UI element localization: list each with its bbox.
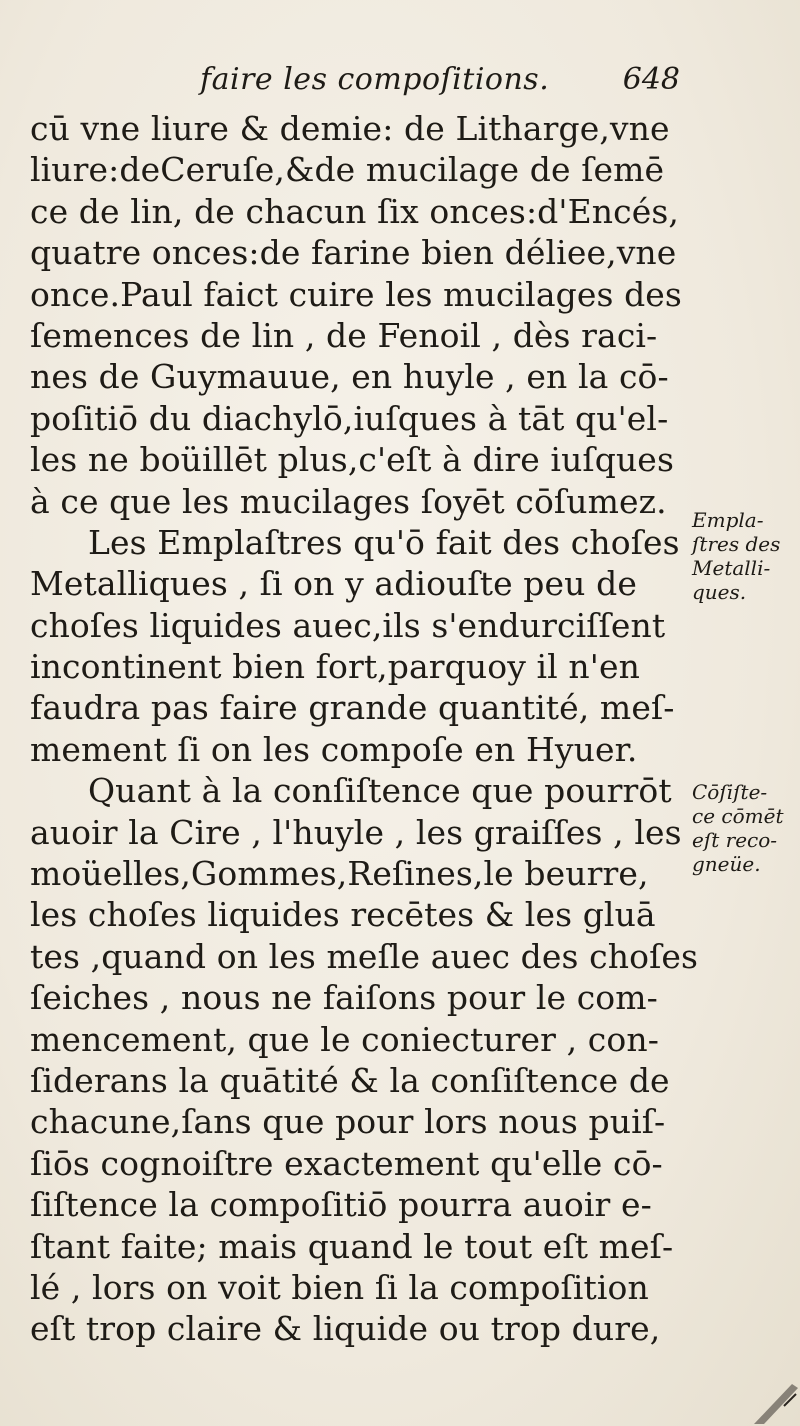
text-line: ſiōs cognoiſtre exactement qu'elle cō- [30,1143,663,1183]
page-header [200,62,680,112]
margin-note-line: eſt reco- [692,828,778,852]
body-text [30,108,699,1350]
text-line: ſiderans la quātité & la conſiſtence de [30,1060,670,1100]
text-line: choſes liquides auec,ils s'endurciſſent [30,605,666,645]
paragraph-start-line: Les Emplaſtres qu'ō fait des choſes [88,522,680,562]
text-line: ſeiches , nous ne faiſons pour le com- [30,978,658,1018]
text-line: ce de lin, de chacun ſix onces:d'Encés, [30,191,679,231]
text-line: Metalliques , ſi on y adiouſte peu de [30,564,637,604]
text-line: mencement, que le coniecturer , con- [30,1019,659,1059]
text-line: tes ,quand on les meſle auec des choſes [30,936,699,976]
text-line: ſemences de lin , de Fenoil , dès raci- [30,315,658,355]
margin-note-line: Metalli- [692,556,771,580]
text-line: faudra pas faire grande quantité, meſ- [30,688,675,728]
text-line: ſiſtence la compoſitiō pourra auoir e- [30,1185,652,1225]
text-line: à ce que les mucilages ſoyēt cōſumez. [30,481,667,521]
text-line: les choſes liquides recētes & les gluā [30,895,656,935]
text-line: ſtant faite; mais quand le tout eſt meſ- [30,1226,674,1266]
text-line: nes de Guymauue, en huyle , en la cō- [30,357,669,397]
text-line: incontinent bien fort,parquoy il n'en [30,647,640,687]
margin-note-line: Cōſiſte- [692,780,768,804]
text-line: eſt trop claire & liquide ou trop dure, [30,1309,661,1349]
text-line: mement ſi on les compoſe en Hyuer. [30,729,638,769]
text-line: once.Paul faict cuire les mucilages des [30,274,682,314]
running-head: faire les compoſitions. [200,62,550,97]
text-line: liure:deCeruſe,&de mucilage de ſemē [30,150,665,190]
text-line: quatre onces:de farine bien déliee,vne [30,233,677,273]
text-line: lé , lors on voit bien ſi la compoſition [30,1267,649,1307]
margin-note-emplastres [692,508,780,604]
text-line: chacune,ſans que pour lors nous puiſ- [30,1102,666,1142]
margin-note-line: ſtres des [692,532,781,556]
text-line: moüelles,Gommes,Reſines,le beurre, [30,854,649,894]
margin-note-line: Empla- [692,508,764,532]
paragraph-start-line: Quant à la conſiſtence que pourrōt [88,771,672,811]
margin-note-line: ques. [692,580,747,604]
margin-note-consistence [692,780,783,876]
page-number: 648 [622,62,680,97]
margin-note-line: gneüe. [692,852,761,876]
text-line: les ne boüillēt plus,c'eſt à dire iuſques [30,440,674,480]
text-line: cū vne liure & demie: de Litharge,vne [30,109,670,148]
margin-note-line: ce cōmēt [692,804,784,828]
text-line: poſitiō du diachylō,iuſques à tāt qu'el- [30,398,669,438]
page-corner-mark [740,1366,800,1426]
text-line: auoir la Cire , l'huyle , les graiſſes , les [30,812,682,852]
